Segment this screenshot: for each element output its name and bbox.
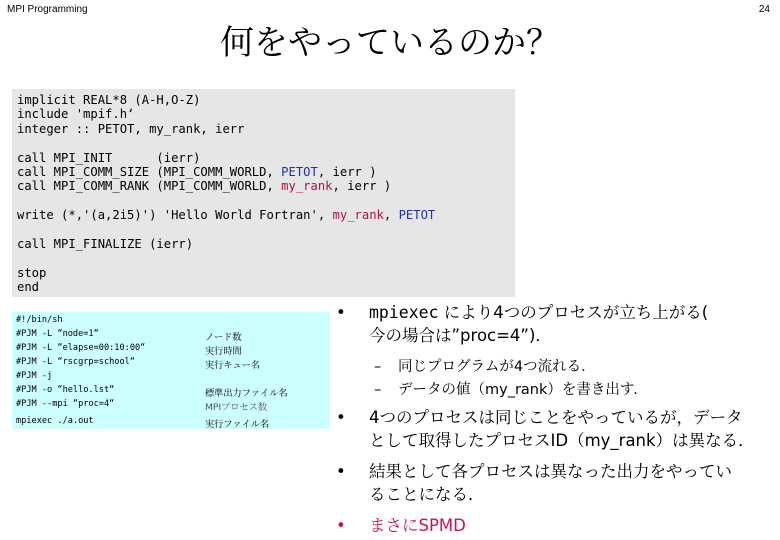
job-comment: MPIプロセス数 xyxy=(205,402,268,413)
bullet-dot: • xyxy=(336,516,346,535)
code-line: call MPI_COMM_SIZE (MPI_COMM_WORLD, PETOT, ierr ) xyxy=(17,165,377,180)
dash-marker: – xyxy=(374,359,382,375)
job-script-block xyxy=(12,312,330,429)
job-line: #!/bin/sh xyxy=(16,315,63,325)
code-line: call MPI_INIT (ierr) xyxy=(17,150,201,165)
job-comment: 実行ファイル名 xyxy=(205,419,270,430)
job-line: #PJM -L “rscgrp=school“ xyxy=(16,357,135,367)
job-comment: 実行時間 xyxy=(205,346,242,357)
code-line: implicit REAL*8 (A-H,O-Z) xyxy=(17,93,201,107)
my-rank-var: my_rank xyxy=(281,179,333,194)
job-line: mpiexec ./a.out xyxy=(16,416,94,426)
mpiexec-command: mpiexec xyxy=(369,303,439,322)
my-rank-var: my_rank xyxy=(332,208,384,223)
job-comment: ノード数 xyxy=(205,332,242,343)
code-line: call MPI_COMM_RANK (MPI_COMM_WORLD, my_rank, ierr ) xyxy=(17,179,392,194)
job-line: #PJM -L “node=1“ xyxy=(16,329,99,339)
petot-var: PETOT xyxy=(281,165,318,180)
code-line: end xyxy=(17,280,40,295)
job-line: #PJM -j xyxy=(16,371,53,381)
spmd-emphasis: まさにSPMD xyxy=(369,516,466,535)
page-number: 24 xyxy=(758,4,770,15)
job-line: #PJM --mpi “proc=4“ xyxy=(16,399,115,409)
code-line: integer :: PETOT, my_rank, ierr xyxy=(17,121,245,136)
petot-var: PETOT xyxy=(398,208,436,223)
job-line: #PJM -L “elapse=00:10:00“ xyxy=(16,343,146,353)
dash-marker: – xyxy=(374,382,382,398)
code-line: stop xyxy=(17,265,47,280)
fortran-code-block xyxy=(12,89,515,297)
job-line: #PJM -o “hello.lst“ xyxy=(16,385,115,395)
bullet-dot: • xyxy=(336,408,346,427)
job-comment: 標準出力ファイル名 xyxy=(205,388,288,399)
slide-title: 何をやっているのか？ xyxy=(220,23,560,63)
job-comment: 実行キュー名 xyxy=(205,360,261,371)
code-line: include 'mpif.h‘ xyxy=(17,107,135,122)
bullet-dot: • xyxy=(336,462,346,481)
header-course-title: MPI Programming xyxy=(7,4,88,15)
code-line: call MPI_FINALIZE (ierr) xyxy=(17,237,194,252)
bullet-dot: • xyxy=(336,303,346,322)
code-line: write (*,'(a,2i5)') 'Hello World Fortran', my_rank, PETOT xyxy=(17,208,436,223)
